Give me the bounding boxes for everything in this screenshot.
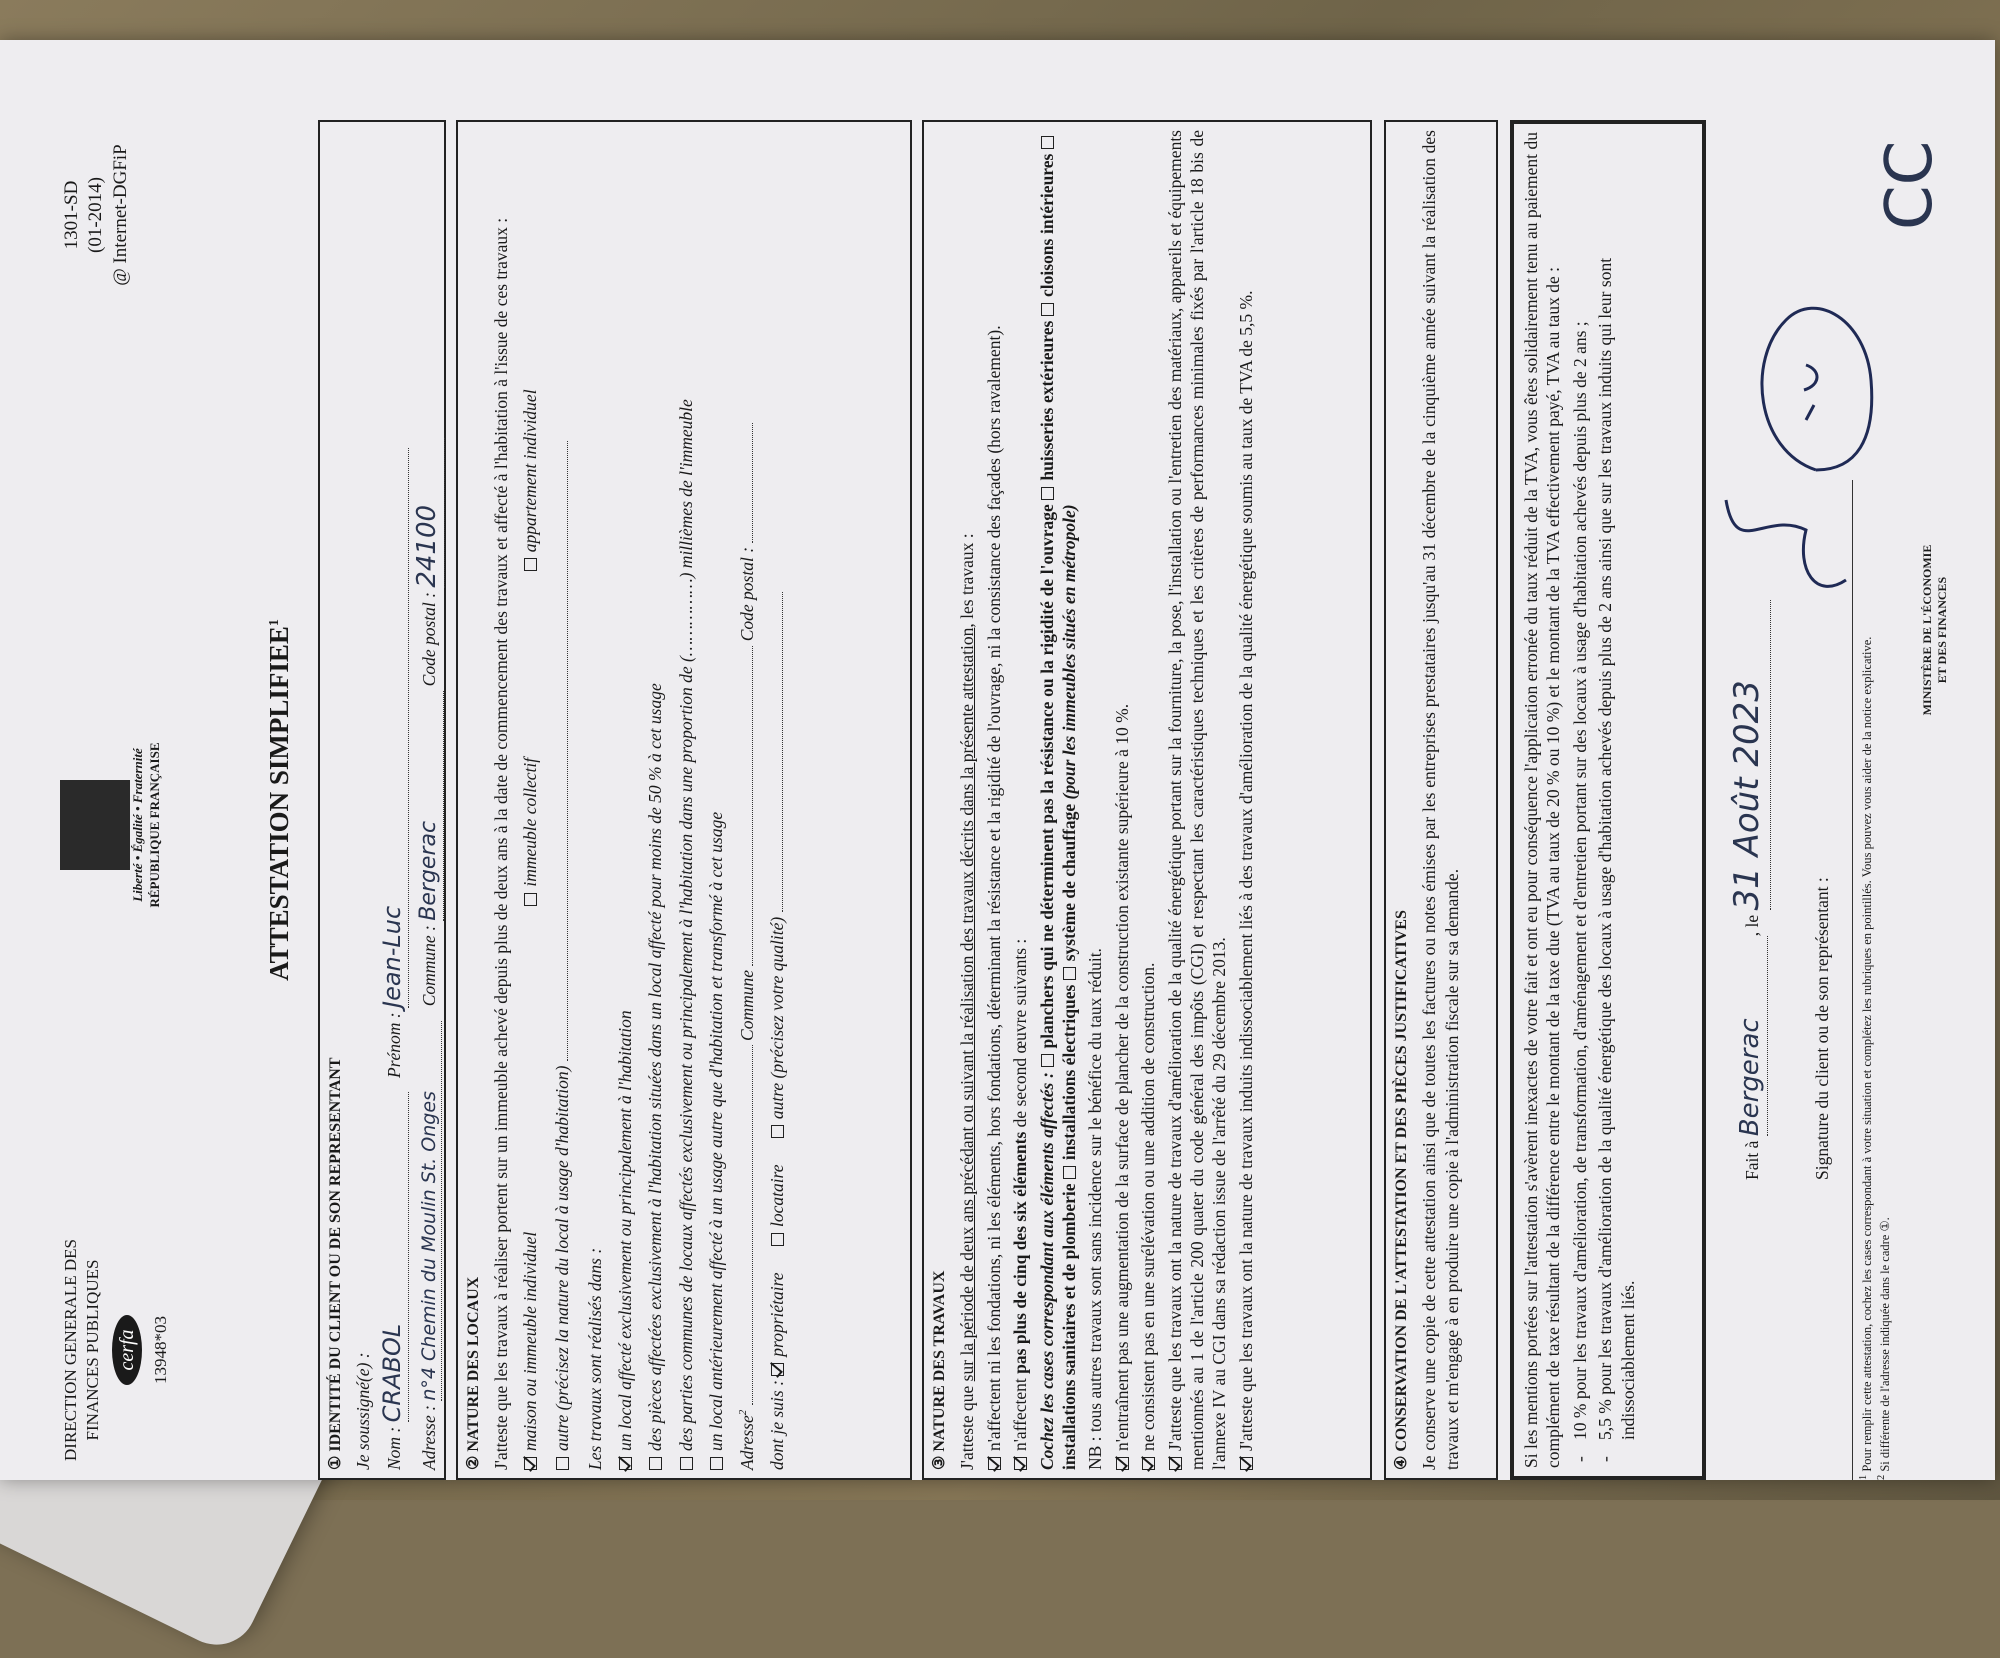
loc2-label: des pièces affectées exclusivement à l'habitation situées dans un local affecté pour moins de 50 % à cet usage: [645, 683, 666, 1451]
sanitaires-label: installations sanitaires et de plomberie: [1059, 1183, 1080, 1470]
signature-block: [1726, 120, 1833, 1180]
republic-name: RÉPUBLIQUE FRANÇAISE: [146, 742, 162, 908]
surelevation-checkbox[interactable]: [1142, 1457, 1155, 1470]
ministry-logo: [1920, 500, 1951, 760]
conservation-text: Je conserve une copie de cette attestation ainsi que de toutes les factures ou notes émises par les entreprises prestataires jusqu'au 31 décembre de la cinquième année suivant la réalisation des travaux et m'engage à en produire une copie à l'administration fiscale sur sa demande.: [1419, 130, 1462, 1470]
planchers-checkbox[interactable]: [1041, 1054, 1054, 1067]
chauffage-label: système de chauffage: [1059, 803, 1080, 962]
footnote2-mark: 2: [1876, 1474, 1888, 1480]
fait-field[interactable]: Bergerac: [1734, 936, 1768, 1136]
travaux-dans-label: Les travaux sont réalisés dans :: [584, 1247, 605, 1470]
footnote1-mark: 1: [1858, 1474, 1869, 1480]
warning-item-55: - 5,5 % pour les travaux d'amélioration de la qualité énergétique des locaux à usage d'habitation achevés depuis plus de 2 ans ainsi que sur les travaux induits qui leur sont indissociablement liés.: [1594, 132, 1639, 1440]
qualite-label: dont je suis :: [766, 1380, 787, 1470]
second-oeuvre-checkbox[interactable]: [1014, 1457, 1027, 1470]
nb-note: NB : tous autres travaux sont sans incidence sur le bénéfice du taux réduit.: [1085, 948, 1106, 1470]
huisseries-checkbox[interactable]: [1041, 487, 1054, 500]
proprietaire-label: propriétaire: [766, 1272, 787, 1357]
republic-motto: Liberté • Égalité • Fraternité: [130, 748, 145, 902]
signature-label: Signature du client ou de son représentant :: [1811, 877, 1832, 1180]
paper-sheet: [0, 40, 1995, 1480]
cerfa-number: 13948*03: [150, 1316, 170, 1384]
prenom-field[interactable]: Jean-Luc: [377, 448, 409, 1008]
appartement-label: appartement individuel: [519, 389, 540, 553]
second-oeuvre-label-c: de second œuvre suivants :: [1010, 938, 1031, 1132]
fait-label: Fait à: [1742, 1140, 1762, 1180]
cerfa-logo: cerfa: [112, 1315, 142, 1385]
section1-heading: ① IDENTITÉ DU CLIENT OU DE SON REPRESENTANT: [327, 1057, 344, 1470]
cp2-field[interactable]: [752, 423, 753, 543]
electriques-checkbox[interactable]: [1063, 1166, 1076, 1179]
maison-checkbox[interactable]: [524, 1457, 537, 1470]
form-date: (01-2014): [85, 177, 107, 253]
cochez-label: Cochez les cases correspondant aux éléments affectés :: [1036, 1072, 1057, 1470]
cp2-label: Code postal :: [736, 546, 757, 642]
adresse2-label: Adresse: [736, 1415, 757, 1470]
form-title: ATTESTATION SIMPLIFIEE$^1$: [264, 619, 294, 981]
rotated-form: [0, 80, 1995, 1520]
footnote-1: Pour remplir cette attestation, cochez les cases correspondant à votre situation et complétez les rubriques en pointillés. Vous pouvez vous aider de la notice explicative.: [1860, 636, 1875, 1472]
section3-heading: ③ NATURE DES TRAVAUX: [931, 1270, 948, 1470]
prenom-label: Prénom :: [383, 1012, 404, 1078]
electriques-label: installations électriques: [1059, 984, 1080, 1161]
induits-checkbox[interactable]: [1240, 1457, 1253, 1470]
loc4-checkbox[interactable]: [710, 1457, 723, 1470]
header-center: [60, 725, 163, 925]
huisseries-label: huisseries extérieures: [1036, 320, 1057, 481]
locataire-label: locataire: [766, 1164, 787, 1228]
section-conservation: [1384, 120, 1498, 1480]
warning-box: [1510, 120, 1706, 1480]
commune2-label: Commune: [736, 970, 757, 1041]
locataire-checkbox[interactable]: [771, 1233, 784, 1246]
section-identite: [318, 120, 446, 1480]
travaux-intro-a: J'atteste que: [957, 1381, 978, 1470]
autre-qualite-field[interactable]: [782, 592, 783, 912]
cp-field[interactable]: 24100: [411, 438, 445, 588]
section2-heading: ② NATURE DES LOCAUX: [465, 1276, 482, 1470]
proprietaire-checkbox[interactable]: [771, 1363, 784, 1376]
adresse-field[interactable]: n°4 Chemin du Moulin St. Onges: [417, 1021, 442, 1401]
planchers-label: planchers qui ne déterminent pas la résistance ou la rigidité de l'ouvrage: [1036, 504, 1057, 1049]
autre-local-field[interactable]: [567, 441, 568, 1061]
maison-label: maison ou immeuble individuel: [519, 1231, 540, 1451]
autre-local-label: autre (précisez la nature du local à usage d'habitation): [552, 1065, 573, 1451]
induits-label: J'atteste que les travaux ont la nature de travaux induits indissociablement liés à des travaux d'amélioration de la qualité énergétique soumis au taux de TVA de 5,5 %.: [1235, 290, 1256, 1451]
autre-qualite-checkbox[interactable]: [771, 1125, 784, 1138]
collectif-checkbox[interactable]: [524, 893, 537, 906]
footnotes: [1852, 480, 1893, 1480]
cp-label: Code postal :: [418, 592, 439, 687]
section-locaux: [456, 120, 912, 1480]
adresse2-note-mark: 2: [736, 1409, 749, 1416]
fondations-label: n'affectent ni les fondations, ni les éléments, hors fondations, déterminant la résistance et la rigidité de l'ouvrage, ni la consistance des façades (hors ravalement).: [983, 325, 1004, 1451]
travaux-intro-b: , les travaux :: [957, 533, 978, 628]
chauffage-checkbox[interactable]: [1063, 967, 1076, 980]
second-oeuvre-label-a: n'affectent: [1010, 1373, 1031, 1451]
footnote-2: Si différente de l'adresse indiquée dans le cadre ①.: [1878, 1217, 1893, 1472]
surface-checkbox[interactable]: [1116, 1457, 1129, 1470]
warning-text: Si les mentions portées sur l'attestation s'avèrent inexactes de votre fait et ont eu pour conséquence l'application erronée du taux réduit de la TVA, vous êtes solidairement tenu au paiement du complément de taxe résultant de la différence entre le montant de la taxe due (TVA au taux de 20 % ou 10 %) et le montant de la TVA effectivement payé, TVA au taux de :: [1521, 132, 1564, 1468]
loc1-checkbox[interactable]: [619, 1457, 632, 1470]
commune-field[interactable]: Bergerac: [415, 691, 444, 921]
appartement-checkbox[interactable]: [524, 558, 537, 571]
cloisons-label: cloisons intérieures: [1036, 153, 1057, 298]
direction-label: DIRECTION GENERALE DES FINANCES PUBLIQUES: [61, 1239, 102, 1461]
marianne-logo-icon: [60, 780, 130, 870]
second-oeuvre-label-b: pas plus de cinq des six éléments: [1010, 1131, 1031, 1374]
commune-label: Commune :: [418, 925, 439, 1007]
adresse-label: Adresse :: [418, 1405, 439, 1470]
header-right: [60, 120, 133, 310]
energetique-checkbox[interactable]: [1169, 1457, 1182, 1470]
autre-qualite-label: autre (précisez votre qualité): [766, 916, 787, 1120]
surface-label: n'entraînent pas une augmentation de la surface de plancher de la construction existante supérieure à 10 %.: [1111, 703, 1132, 1451]
date-field[interactable]: 31 Août 2023: [1726, 600, 1771, 910]
form-source: @ Internet-DGFiP: [109, 144, 131, 286]
surelevation-label: ne consistent pas en une surélévation ou une addition de construction.: [1138, 962, 1159, 1451]
soussigne-label: Je soussigné(e) :: [353, 1352, 374, 1470]
header-left: [60, 1220, 171, 1480]
ministry-line1: MINISTÈRE DE L'ÉCONOMIE: [1920, 544, 1934, 716]
nom-label: Nom :: [383, 1426, 404, 1470]
warning-item-10: - 10 % pour les travaux d'amélioration, de transformation, d'aménagement et d'entretien portant sur des locaux à usage d'habitation achevés depuis plus de 2 ans ;: [1569, 132, 1591, 1440]
loc3-checkbox[interactable]: [680, 1457, 693, 1470]
section4-heading: ④ CONSERVATION DE L'ATTESTATION ET DES PIÈCES JUSTIFICATIVES: [1393, 910, 1410, 1470]
commune2-field[interactable]: [752, 646, 753, 966]
travaux-intro-period: sur la période de deux ans précédant ou suivant la réalisation des travaux décrits dans la présente attestation: [957, 627, 978, 1382]
loc4-label: un local antérieurement affecté à un usage autre que d'habitation et transformé à cet usage: [706, 811, 727, 1451]
energetique-label: J'atteste que les travaux ont la nature de travaux d'amélioration de la qualité énergétique portant sur la fourniture, la pose, l'installation ou l'entretien des matériaux, appareils et équipements mentionnés au 1 de l'article 200 quater du code général des impôts (CGI) et respectant les caractéristiques techniques et les critères de performances minimales fixés par l'article 18 bis de l'annexe IV au CGI dans sa rédaction issue de l'arrêté du 29 décembre 2013.: [1164, 130, 1230, 1470]
initials-mark: CC: [1873, 140, 1947, 230]
section-travaux: [922, 120, 1372, 1480]
form-code: 1301-SD: [61, 180, 82, 250]
chauffage-note: (pour les immeubles situés en métropole): [1059, 504, 1080, 800]
sanitaires-checkbox[interactable]: [1041, 136, 1054, 149]
fondations-checkbox[interactable]: [988, 1457, 1001, 1470]
autre-local-checkbox[interactable]: [556, 1457, 569, 1470]
title-footnote-mark: 1: [267, 619, 282, 627]
le-label: , le: [1742, 914, 1762, 937]
ministry-line2: ET DES FINANCES: [1935, 576, 1950, 684]
collectif-label: immeuble collectif: [519, 757, 540, 887]
loc3-label: des parties communes de locaux affectés exclusivement ou principalement à l'habitation dans une proportion de (……………) millièmes de l'immeuble: [675, 399, 696, 1451]
loc2-checkbox[interactable]: [649, 1457, 662, 1470]
nom-field[interactable]: CRABOL: [377, 1092, 409, 1422]
cloisons-checkbox[interactable]: [1041, 303, 1054, 316]
locaux-intro: J'atteste que les travaux à réaliser portent sur un immeuble achevé depuis plus de deux ans à la date de commencement des travaux et affecté à l'habitation à l'issue de ces travaux :: [491, 217, 512, 1470]
loc1-label: un local affecté exclusivement ou principalement à l'habitation: [615, 1010, 636, 1451]
adresse2-field[interactable]: [752, 1045, 753, 1405]
